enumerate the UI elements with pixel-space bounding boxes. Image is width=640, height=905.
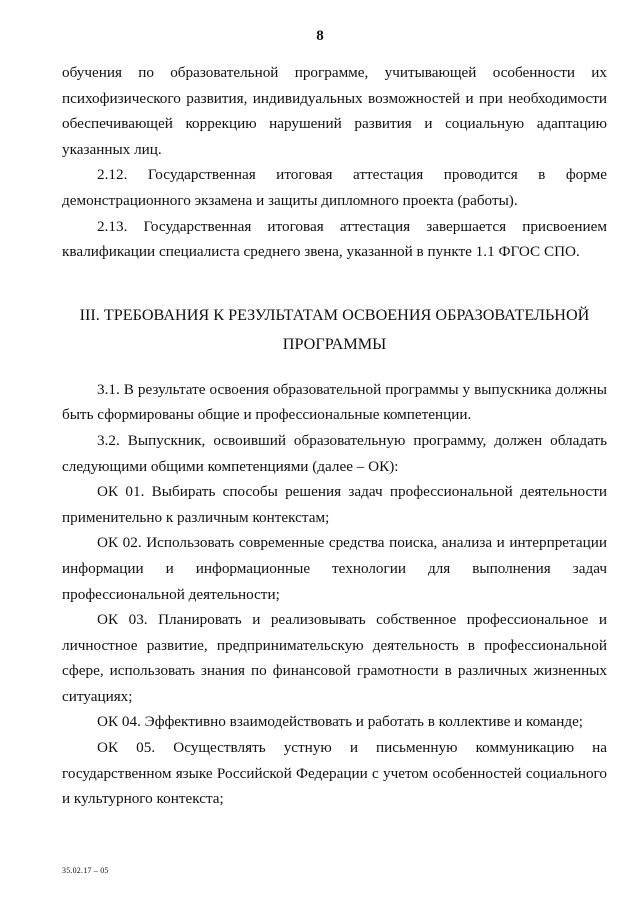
competency-ok-02: ОК 02. Использовать современные средства поиска, анализа и интерпретации информации и информационные технологии для выполнения задач профессиональной деятельности; [62, 534, 607, 603]
page-content [62, 60, 607, 812]
footer-document-code: 35.02.17 – 05 [62, 866, 109, 875]
paragraph-intro: обучения по образовательной программе, учитывающей особенности их психофизического развития, индивидуальных возможностей и при необходимости обеспечивающей коррекцию нарушений развития и социальную адаптацию указанных лиц. [62, 64, 607, 158]
paragraph-3-1: 3.1. В результате освоения образовательной программы у выпускника должны быть сформированы общие и профессиональные компетенции. [62, 380, 607, 424]
paragraph-2-13: 2.13. Государственная итоговая аттестация завершается присвоением квалификации специалиста среднего звена, указанной в пункте 1.1 ФГОС СПО. [62, 217, 607, 261]
paragraph-3-2: 3.2. Выпускник, освоивший образовательную программу, должен обладать следующими общими компетенциями (далее – ОК): [62, 431, 607, 475]
page-number: 8 [316, 28, 324, 44]
section-heading: III. ТРЕБОВАНИЯ К РЕЗУЛЬТАТАМ ОСВОЕНИЯ ОБРАЗОВАТЕЛЬНОЙ ПРОГРАММЫ [79, 305, 590, 353]
competency-ok-05: ОК 05. Осуществлять устную и письменную коммуникацию на государственном языке Российской Федерации с учетом особенностей социального и культурного контекста; [62, 739, 607, 808]
competency-ok-01: ОК 01. Выбирать способы решения задач профессиональной деятельности применительно к различным контекстам; [62, 483, 607, 526]
paragraph-2-12: 2.12. Государственная итоговая аттестация проводится в форме демонстрационного экзамена и защиты дипломного проекта (работы). [62, 166, 607, 209]
competency-ok-03: ОК 03. Планировать и реализовывать собственное профессиональное и личностное развитие, предпринимательскую деятельность в профессиональной сфере, использовать знания по финансовой грамотности в различных жизненных ситуациях; [62, 611, 607, 705]
competency-ok-04: ОК 04. Эффективно взаимодействовать и работать в коллективе и команде; [97, 713, 584, 731]
